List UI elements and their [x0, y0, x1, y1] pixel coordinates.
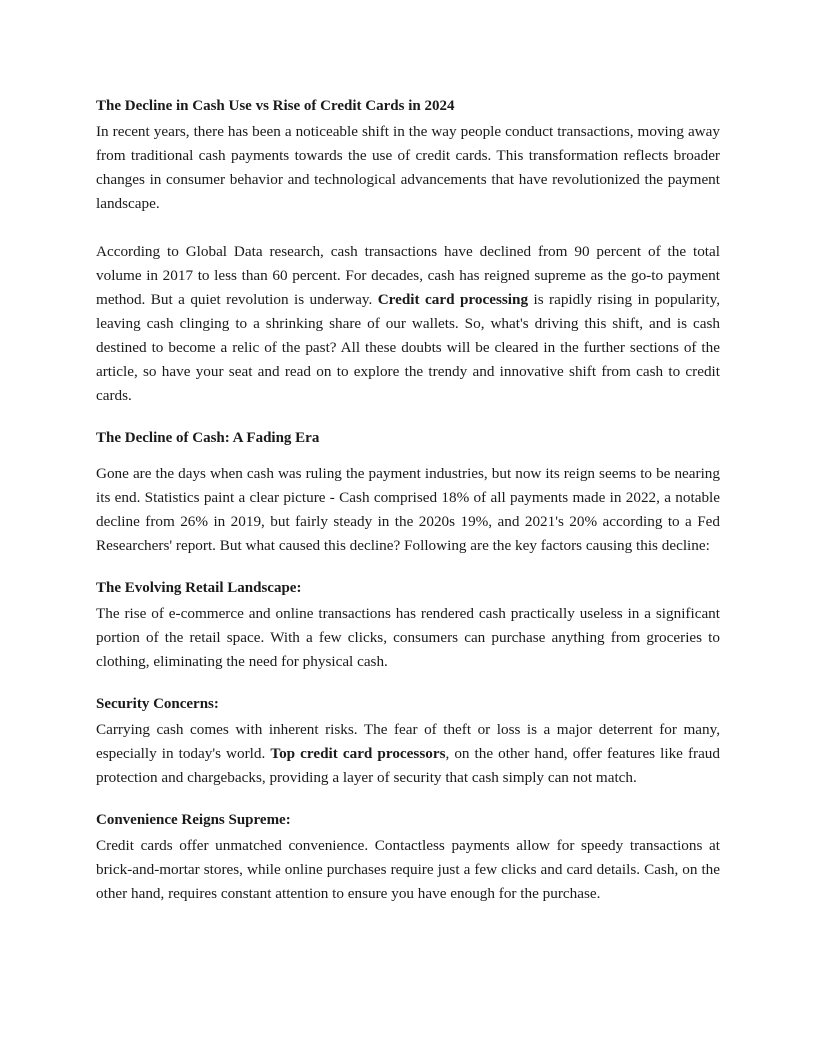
top-credit-card-processors-link: Top credit card processors	[270, 745, 446, 762]
intro-paragraph-1: In recent years, there has been a noticeable shift in the way people conduct transactions, moving away from traditional cash payments towards the use of credit cards. This transformation reflects broader changes in consumer behavior and technological advancements that have revolutionized the payment landscape.	[96, 123, 720, 212]
section-body-convenience: Credit cards offer unmatched convenience. Contactless payments allow for speedy transactions at brick-and-mortar stores, while online purchases require just a few clicks and card details. Cash, on the other hand, requires constant attention to ensure you have enough for the purchase.	[96, 837, 720, 902]
document-page	[96, 94, 720, 906]
section-heading-decline-of-cash: The Decline of Cash: A Fading Era	[96, 430, 320, 446]
security-text-after: , on the other hand, offer features like fraud protection and chargebacks, providing a layer of security that cash simply can not match.	[96, 745, 720, 786]
section-body-decline-of-cash: Gone are the days when cash was ruling the payment industries, but now its reign seems to be nearing its end. Statistics paint a clear picture - Cash comprised 18% of all payments made in 2022, a notable decline from 26% in 2019, but fairly steady in the 2020s 19%, and 2021's 20% according to a Fed Researchers' report. But what caused this decline? Following are the key factors causing this decline:	[96, 465, 720, 554]
section-heading-convenience: Convenience Reigns Supreme:	[96, 812, 291, 828]
section-body-retail-landscape: The rise of e-commerce and online transactions has rendered cash practically useless in a significant portion of the retail space. With a few clicks, consumers can purchase anything from groceries to clothing, eliminating the need for physical cash.	[96, 605, 720, 670]
section-heading-retail-landscape: The Evolving Retail Landscape:	[96, 580, 302, 596]
credit-card-processing-link: Credit card processing	[377, 291, 529, 308]
intro-paragraph-2-text-after: is rapidly rising in popularity, leaving cash clinging to a shrinking share of our wallets. So, what's driving this shift, and is cash destined to become a relic of the past? All these doubts will be cleared in the further sections of the article, so have your seat and read on to explore the trendy and innovative shift from cash to credit cards.	[96, 291, 720, 404]
section-heading-security-concerns: Security Concerns:	[96, 696, 219, 712]
security-text-before: Carrying cash comes with inherent risks. The fear of theft or loss is a major deterrent for many, especially in today's world.	[96, 721, 720, 762]
section-body-security-concerns	[96, 718, 720, 790]
intro-paragraph-2	[96, 240, 720, 408]
intro-paragraph-2-text-before: According to Global Data research, cash transactions have declined from 90 percent of the total volume in 2017 to less than 60 percent. For decades, cash has reigned supreme as the go-to payment method. But a quiet revolution is underway.	[96, 243, 720, 308]
document-title: The Decline in Cash Use vs Rise of Credit Cards in 2024	[96, 98, 455, 114]
